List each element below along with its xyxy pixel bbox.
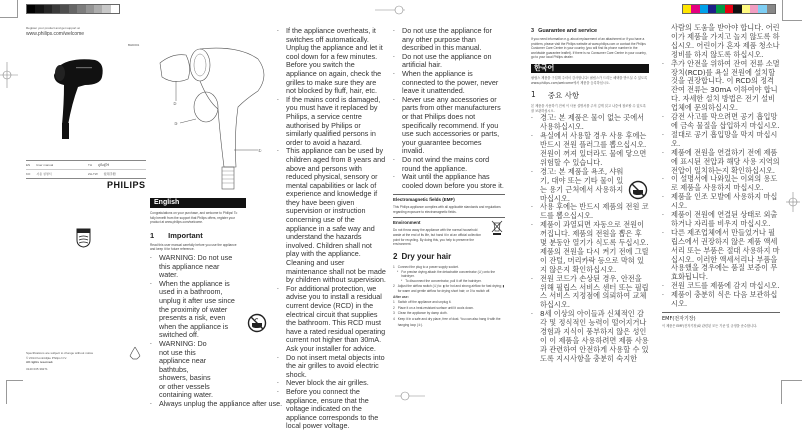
- list-item: - Do not wind the mains cord round the appliance.: [393, 156, 505, 173]
- no-bathtub-icon: [628, 180, 648, 200]
- after-use-steps: [393, 300, 505, 328]
- brand-wordmark: PHILIPS: [107, 180, 146, 190]
- color-swatch: [767, 5, 775, 13]
- list-item: - 경고: 본 제품을 욕조, 샤워기, 대야 또는 기타 물이 있는 용기 근처에서 사용하지 마십시오.: [531, 168, 649, 204]
- color-swatch: [77, 5, 85, 13]
- list-item: - 전원 코드를 제품에 감지 마십시오.: [662, 282, 780, 291]
- korean-emf-text: 이 제품은 EMF(전자기장)와 관련된 모든 기준 및 규정을 준수합니다.: [662, 324, 758, 328]
- guarantee-heading: 3 Guarantee and service: [531, 28, 598, 34]
- list-item: - 다른 제조업체에서 만들었거나 필립스에서 권장하지 않은 제품 액세서리 또는 부품은 절대 사용하지 마십시오. 이러한 액세서리나 부품을 사용했을 경우에는 품질 보증이 무효화됩니다.: [662, 229, 780, 282]
- korean-important-lead: 본 제품을 사용하기 전에 이 사용 설명서를 주의 깊게 읽고 나중에 참조할 수 있도록 잘 보관하십시오.: [531, 104, 646, 113]
- korean-intro: 필립스 제품을 구입해 주셔서 감사합니다! 필립스가 드리는 혜택을 받으실 수 있도록 www.philips.com/welcome에서 제품을 등록하십시오.: [531, 75, 648, 85]
- grayscale-color-bar: [26, 4, 120, 14]
- korean-column-2: [662, 24, 780, 329]
- callout-1: ①: [258, 148, 262, 153]
- color-swatch: [683, 5, 691, 13]
- color-swatch: [52, 5, 60, 13]
- english-intro: Congratulations on your purchase, and welcome to Philips! To fully benefit from the support that Philips offers, register your product at www.philips.com/welcome.: [150, 211, 238, 225]
- list-item: - Never block the air grilles.: [277, 379, 387, 388]
- list-item: - 경고: 본 제품은 물이 없는 곳에서 사용하십시오.: [531, 114, 649, 132]
- step-item: * To disconnect the concentrator, pull it off the hairdryer.: [401, 279, 482, 284]
- after-use-label: After use:: [393, 294, 409, 299]
- color-swatch: [86, 5, 94, 13]
- hairdryer-line-drawing: [158, 45, 288, 195]
- dry-hair-heading: 2 Dry your hair: [393, 251, 452, 261]
- color-swatch: [716, 5, 724, 13]
- process-color-bar: [682, 4, 776, 14]
- list-item: - Never use any accessories or parts from other manufacturers or that Philips does not specifically recommend. If you use such accessories or parts, your guarantee becomes invalid.: [393, 96, 505, 156]
- step-item: 4 Keep it in a safe and dry place, free of dust. You can also hang it with the hanging loop (③).: [393, 317, 501, 327]
- callout-3: ③: [174, 121, 178, 126]
- model-number: BHD001: [128, 43, 140, 47]
- list-item: - Do not insert metal objects into the air grilles to avoid electric shock.: [277, 354, 387, 380]
- color-swatch: [111, 5, 119, 13]
- warnings-list: [150, 252, 283, 409]
- color-swatch: [94, 5, 102, 13]
- korean-emf-heading: EMF(전자기장): [662, 316, 696, 322]
- emf-heading: Electromagnetic fields (EMF): [393, 197, 455, 203]
- list-item: - Do not use the appliance for any other purpose than described in this manual.: [393, 27, 505, 53]
- register-text: Register your product and get support at: [26, 26, 80, 30]
- korean-warnings-list: [531, 114, 649, 363]
- important-lead: Read this user manual carefully before you use the appliance and keep it for future reference.: [150, 242, 237, 252]
- step-item: 1 Switch off the appliance and unplug it.: [393, 300, 452, 305]
- crossed-bin-icon: [491, 220, 503, 236]
- list-item: - 제품에 전원을 연결하기 전에 제품에 표시된 전압과 해당 사용 지역의 전압이 일치하는지 확인하십시오.: [662, 149, 780, 176]
- emf-text: This Philips appliance complies with all applicable standards and regulations regarding exposure to electromagnetic fields.: [393, 205, 501, 214]
- list-item: - Do not use the appliance on artificial hair.: [393, 53, 505, 70]
- registration-target-icon: [395, 389, 425, 403]
- recycle-icon: [128, 346, 142, 360]
- crop-mark-bottom-left: [6, 380, 23, 404]
- list-item: - 사용 후에는 반드시 제품의 전원 코드를 뽑으십시오.: [531, 203, 649, 221]
- registration-target-icon: [0, 62, 18, 88]
- legal-notice: Specifications are subject to change without notice © 2014 Koninklijke Philips N.V. All rights reserved. 3140 035 39271: [26, 351, 94, 371]
- registration-target-icon: [375, 4, 405, 16]
- step-item: 3 Clean the appliance by damp cloth.: [393, 311, 448, 316]
- list-item: - Always unplug the appliance after use.: [150, 400, 240, 409]
- environment-text: Do not throw away the appliance with the normal household waste at the end of its life, but hand it in at an official collection point for recycling. By doing this, you help to preserve the environment.: [393, 228, 482, 247]
- list-item: - 8세 이상의 아이들과 신체적인 감각 및 정식적인 능력이 떨어지거나 경험과 지식이 풍부하지 않은 성인이 이 제품을 사용하려면 제품 사용과 관련하여 안전하게 사용할 수 있도록 지시사항을 충분히 숙지한: [531, 310, 649, 363]
- list-item: - This appliance can be used by children aged from 8 years and above and persons with reduced physical, sensory or mental capabilities or lack of experience and knowledge if they have been given supervision or instruction concerning use of the appliance in a safe way and understand the hazards involved. Children shall not play with the appliance. Cleaning and user maintenance shall not be made by children without supervision.: [277, 147, 387, 285]
- english-column-1: [150, 198, 283, 409]
- color-swatch: [725, 5, 733, 13]
- list-item: - 감전 사고를 막으려면 공기 흡입망에 금속 물질을 삽입하지 마십시오.: [662, 113, 780, 131]
- support-url[interactable]: www.philips.com/welcome: [26, 31, 85, 37]
- list-item: - When the appliance is used in a bathroom, unplug it after use since the proximity of water presents a risk, even when the appliance is switched off.: [150, 280, 240, 340]
- list-item: - 제품을 인조 모발에 사용하지 마십시오.: [662, 193, 780, 211]
- color-swatch: [27, 5, 35, 13]
- english-language-bar: English: [150, 198, 246, 208]
- step-item: 2 Adjust the airflow switch (①) to: ▮ for hot and strong airflow for fast drying; ▮ for warm and gentle airflow for drying short hair; or 0 to switch off.: [393, 284, 505, 293]
- color-swatch: [44, 5, 52, 13]
- english-column-2: [277, 27, 387, 431]
- list-item: - 추가 안전을 위하여 잔여 전류 소멸 장치(RCD)를 욕실 전원에 설치할 것을 권장합니다. 이 RCD의 정격 잔여 전류는 30mA 이하여야 합니다. 자세한 설치 방법은 전기 설비업체에 문의하십시오.: [662, 60, 780, 113]
- color-swatch: [733, 5, 741, 13]
- list-item: - 제품이 과열되면 자동으로 전원이 꺼집니다. 제품의 전원을 뽑은 후 몇 분동안 열기가 식도록 두십시오. 제품의 전원을 다시 켜기 전에 그릴이 잔털, 머리카락 등으로 막혀 있지 않은지 확인하십시오.: [531, 221, 649, 274]
- list-item: - If the appliance overheats, it switches off automatically. Unplug the appliance and let it cool down for a few minutes. Before you switch the appliance on again, check the grilles to make sure they are not blocked by fluff, hair, etc.: [277, 27, 387, 96]
- color-swatch: [102, 5, 110, 13]
- korean-col2-lead: 사람의 도움을 받아야 합니다. 어린이가 제품을 가지고 놀지 않도록 하십시오. 어린이가 혼자 제품 청소나 정비를 하지 않도록 하십시오.: [671, 23, 780, 59]
- step-item: * For precise drying attach the detachable concentrator (②) onto the hairdryer.: [397, 269, 496, 279]
- list-item: - WARNING: Do not use this appliance near bathtubs, showers, basins or other vessels containing water.: [150, 340, 240, 400]
- crop-mark-top-right: [782, 0, 802, 21]
- color-swatch: [35, 5, 43, 13]
- list-item: - WARNING: Do not use this appliance near water.: [150, 254, 240, 280]
- list-item: - 제품이 충분히 식은 다음 보관하십시오.: [662, 291, 780, 309]
- list-item: - 욕실에서 사용할 경우 사용 후에는 반드시 전원 플러그를 뽑으십시오. 전원이 꺼져 있더라도 물에 닿으면 위험할 수 있습니다.: [531, 132, 649, 168]
- registration-target-icon: [786, 192, 800, 212]
- list-item: - When the appliance is connected to the power, never leave it unattended.: [393, 70, 505, 96]
- dry-steps: [393, 265, 505, 294]
- color-swatch: [69, 5, 77, 13]
- no-bathtub-icon: [247, 313, 267, 333]
- list-item: - 전원 코드가 손상된 경우, 안전을 위해 필립스 서비스 센터 또는 필립스 서비스 지정점에 의뢰하여 교체하십시오.: [531, 275, 649, 311]
- english-column-3: [393, 27, 505, 328]
- step-item: 1 Connect the plug to a power supply socket.: [393, 264, 459, 269]
- list-item: - 이 설명서에 나와있는 이외의 용도로 제품을 사용하지 마십시오.: [662, 175, 780, 193]
- korean-important-heading: 1 중요 사항: [531, 90, 580, 101]
- step-item: 2 Place it on a heat-resistant surface until it cools down.: [393, 305, 474, 310]
- hairdryer-photo: [50, 55, 110, 140]
- philips-shield-logo: [76, 228, 91, 248]
- list-item: - For additional protection, we advise you to install a residual current device (RCD) in the electrical circuit that supplies the bathroom. This RCD must have a rated residual operating current not higher than 30mA. Ask your installer for advice.: [277, 285, 387, 354]
- color-swatch: [750, 5, 758, 13]
- environment-heading: Environment: [393, 220, 421, 226]
- important-heading: 1 Important: [150, 230, 203, 240]
- list-item: - If the mains cord is damaged, you must have it replaced by Philips, a service centre authorised by Philips or similarly qualified persons in order to avoid a hazard.: [277, 96, 387, 148]
- callout-2: ②: [173, 101, 177, 106]
- list-item: - Before you connect the appliance, ensure that the voltage indicated on the appliance corresponds to the local power voltage.: [277, 388, 387, 431]
- list-item: - Wait until the appliance has cooled down before you store it.: [393, 173, 505, 190]
- guarantee-text: If you need information e.g. about replacement of an attachment or if you have a problem, please visit the Philips website at www.philips.com or contact the Philips Customer Care Centre in your country (you will find its phone number in the worldwide guarantee leaflet). If there is no Consumer Care Centre in your country, go to your local Philips dealer.: [531, 37, 647, 60]
- list-item: - 절대로 공기 흡입망을 막지 마십시오.: [662, 131, 780, 149]
- color-swatch: [742, 5, 750, 13]
- color-swatch: [708, 5, 716, 13]
- color-swatch: [60, 5, 68, 13]
- language-table: EN User manual TH คู่มือผู้ใช้ KO 사용 설명서 ZH-TW 使用手冊: [26, 160, 146, 179]
- crop-mark-top-left: [0, 0, 18, 18]
- color-swatch: [758, 5, 766, 13]
- color-swatch: [691, 5, 699, 13]
- crop-mark-bottom-right: [781, 380, 802, 404]
- color-swatch: [700, 5, 708, 13]
- korean-language-bar: 한국어: [531, 64, 649, 73]
- list-item: - 제품이 전원에 연결된 상태로 외출하거나 자리를 비우지 마십시오.: [662, 211, 780, 229]
